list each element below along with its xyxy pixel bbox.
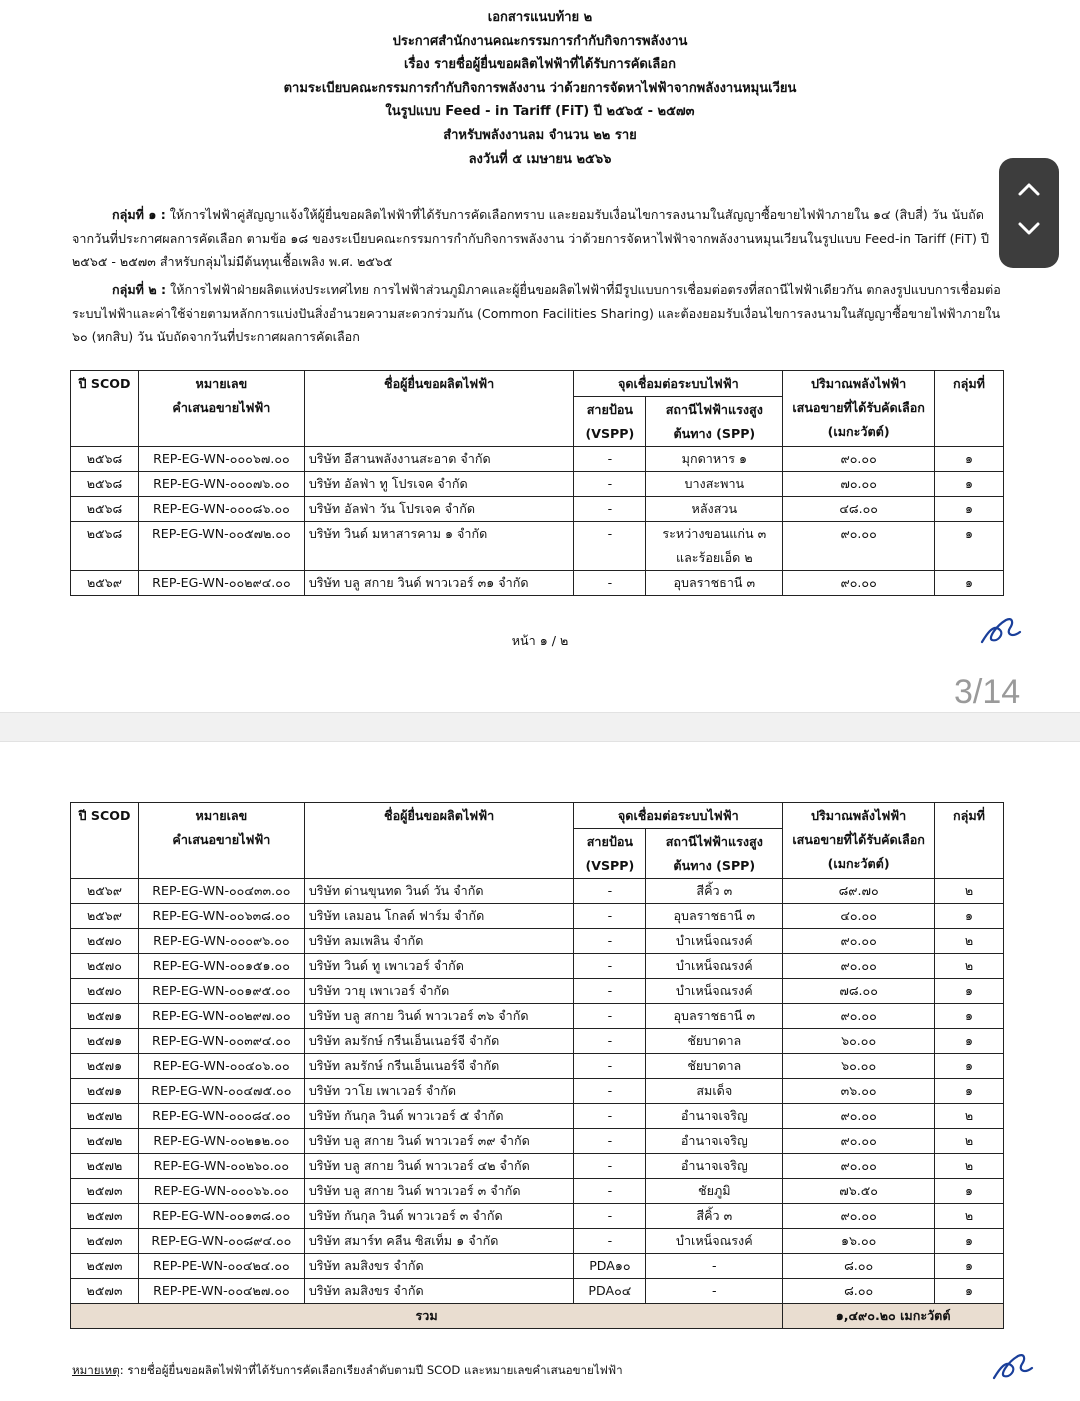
col-proposal: หมายเลข คำเสนอขายไฟฟ้า	[138, 371, 304, 447]
cell-group: ๒	[935, 929, 1004, 954]
cell-substation: ระหว่างขอนแก่น ๓ และร้อยเอ็ด ๒	[646, 522, 783, 571]
cell-feeder: -	[574, 1004, 646, 1029]
cell-capacity: ๗๐.๐๐	[783, 472, 935, 497]
cell-capacity: ๙๐.๐๐	[783, 1204, 935, 1229]
cell-feeder: -	[574, 1029, 646, 1054]
col-capacity: ปริมาณพลังไฟฟ้า เสนอขายที่ได้รับคัดเลือก (เมกะวัตต์)	[783, 803, 935, 879]
cell-group: ๑	[935, 497, 1004, 522]
cell-proposal-id: REP-EG-WN-๐๐๐๖๗.๐๐	[138, 447, 304, 472]
cell-capacity: ๙๐.๐๐	[783, 1129, 935, 1154]
cell-feeder: -	[574, 1179, 646, 1204]
table-row	[71, 571, 1004, 596]
cell-scod: ๒๕๗๑	[71, 1079, 139, 1104]
cell-feeder: PDA๑๐	[574, 1254, 646, 1279]
table-row	[71, 522, 1004, 571]
cell-proposal-id: REP-PE-WN-๐๐๔๒๔.๐๐	[138, 1254, 304, 1279]
cell-feeder: -	[574, 954, 646, 979]
cell-capacity: ๓๖.๐๐	[783, 1079, 935, 1104]
cell-proposal-id: REP-EG-WN-๐๐๐๘๖.๐๐	[138, 497, 304, 522]
col-connection: จุดเชื่อมต่อระบบไฟฟ้า	[574, 803, 783, 829]
cell-feeder: -	[574, 1154, 646, 1179]
cell-applicant: บริษัท วาโย เพาเวอร์ จำกัด	[304, 1079, 574, 1104]
col-scod: ปี SCOD	[71, 803, 139, 879]
cell-group: ๒	[935, 1204, 1004, 1229]
cell-substation: บางสะพาน	[646, 472, 783, 497]
cell-substation: อุบลราชธานี ๓	[646, 1004, 783, 1029]
col-group: กลุ่มที่	[935, 803, 1004, 879]
cell-capacity: ๘.๐๐	[783, 1279, 935, 1304]
cell-group: ๑	[935, 1254, 1004, 1279]
cell-scod: ๒๕๗๑	[71, 1004, 139, 1029]
cell-feeder: -	[574, 1054, 646, 1079]
cell-applicant: บริษัท บลู สกาย วินด์ พาวเวอร์ ๓ จำกัด	[304, 1179, 574, 1204]
cell-group: ๑	[935, 1029, 1004, 1054]
group-2-label: กลุ่มที่ ๒ :	[112, 282, 167, 297]
cell-proposal-id: REP-EG-WN-๐๐๑๕๑.๐๐	[138, 954, 304, 979]
cell-proposal-id: REP-EG-WN-๐๐๒๙๔.๐๐	[138, 571, 304, 596]
footnote-label: หมายเหตุ	[72, 1363, 120, 1377]
cell-group: ๑	[935, 571, 1004, 596]
cell-applicant: บริษัท อัลฟ่า ทู โปรเจค จำกัด	[304, 472, 574, 497]
cell-proposal-id: REP-EG-WN-๐๐๓๙๔.๐๐	[138, 1029, 304, 1054]
cell-scod: ๒๕๖๙	[71, 879, 139, 904]
table-row	[71, 954, 1004, 979]
cell-scod: ๒๕๗๒	[71, 1129, 139, 1154]
col-connection: จุดเชื่อมต่อระบบไฟฟ้า	[574, 371, 783, 397]
cell-group: ๑	[935, 1179, 1004, 1204]
table-2-body	[71, 879, 1004, 1304]
cell-feeder: -	[574, 447, 646, 472]
cell-applicant: บริษัท กันกุล วินด์ พาวเวอร์ ๕ จำกัด	[304, 1104, 574, 1129]
table-row	[71, 1054, 1004, 1079]
signature-mark	[976, 612, 1024, 648]
cell-group: ๒	[935, 1104, 1004, 1129]
signature-mark	[988, 1348, 1036, 1384]
cell-capacity: ๖๐.๐๐	[783, 1054, 935, 1079]
chevron-up-icon[interactable]	[1017, 180, 1041, 198]
header-line-2: ประกาศสำนักงานคณะกรรมการกำกับกิจการพลังงาน	[392, 33, 688, 49]
cell-applicant: บริษัท วินด์ ทู เพาเวอร์ จำกัด	[304, 954, 574, 979]
cell-group: ๒	[935, 1129, 1004, 1154]
cell-capacity: ๘.๐๐	[783, 1254, 935, 1279]
table-row	[71, 1204, 1004, 1229]
cell-substation: สีคิ้ว ๓	[646, 1204, 783, 1229]
cell-scod: ๒๕๗๓	[71, 1229, 139, 1254]
document-page-2	[0, 742, 1080, 1401]
cell-substation: สีคิ้ว ๓	[646, 879, 783, 904]
cell-feeder: -	[574, 1079, 646, 1104]
table-row	[71, 979, 1004, 1004]
cell-substation: อุบลราชธานี ๓	[646, 571, 783, 596]
group-2-paragraph	[72, 278, 1002, 349]
cell-substation: ชัยบาดาล	[646, 1029, 783, 1054]
cell-proposal-id: REP-EG-WN-๐๐๒๖๐.๐๐	[138, 1154, 304, 1179]
cell-group: ๑	[935, 1054, 1004, 1079]
col-proposal: หมายเลข คำเสนอขายไฟฟ้า	[138, 803, 304, 879]
cell-proposal-id: REP-EG-WN-๐๐๔๗๕.๐๐	[138, 1079, 304, 1104]
cell-capacity: ๔๘.๐๐	[783, 497, 935, 522]
cell-substation: อุบลราชธานี ๓	[646, 904, 783, 929]
table-row	[71, 1104, 1004, 1129]
page-number: หน้า ๑ / ๒	[511, 633, 569, 648]
cell-substation: อำนาจเจริญ	[646, 1129, 783, 1154]
col-applicant: ชื่อผู้ยื่นขอผลิตไฟฟ้า	[304, 803, 574, 879]
cell-proposal-id: REP-EG-WN-๐๐๒๙๗.๐๐	[138, 1004, 304, 1029]
pdf-page-counter: 3/14	[954, 673, 1021, 711]
selection-table-2	[70, 802, 1004, 1329]
col-applicant: ชื่อผู้ยื่นขอผลิตไฟฟ้า	[304, 371, 574, 447]
cell-group: ๑	[935, 1229, 1004, 1254]
cell-applicant: บริษัท ลมรักษ์ กรีนเอ็นเนอร์จี จำกัด	[304, 1029, 574, 1054]
cell-substation: อำนาจเจริญ	[646, 1154, 783, 1179]
cell-capacity: ๘๙.๗๐	[783, 879, 935, 904]
table-row	[71, 904, 1004, 929]
chevron-down-icon[interactable]	[1017, 220, 1041, 238]
cell-proposal-id: REP-EG-WN-๐๐๑๓๘.๐๐	[138, 1204, 304, 1229]
table-row	[71, 1004, 1004, 1029]
cell-substation: บำเหน็จณรงค์	[646, 979, 783, 1004]
cell-group: ๒	[935, 879, 1004, 904]
table-row	[71, 1154, 1004, 1179]
total-label: รวม	[71, 1304, 783, 1329]
cell-applicant: บริษัท กันกุล วินด์ พาวเวอร์ ๓ จำกัด	[304, 1204, 574, 1229]
cell-feeder: -	[574, 1204, 646, 1229]
col-substation: สถานีไฟฟ้าแรงสูง ต้นทาง (SPP)	[646, 397, 783, 447]
cell-scod: ๒๕๖๘	[71, 522, 139, 571]
cell-scod: ๒๕๗๓	[71, 1279, 139, 1304]
cell-group: ๑	[935, 1004, 1004, 1029]
group-2-text: ให้การไฟฟ้าฝ่ายผลิตแห่งประเทศไทย การไฟฟ้าส่วนภูมิภาคและผู้ยื่นขอผลิตไฟฟ้าที่มีรูปแบบการเชื่อมต่อตรงที่สถานีไฟฟ้าเดียวกัน ตกลงรูปแบบการเชื่อมต่อระบบไฟฟ้าและค่าใช้จ่ายตามหลักการแบ่งปันสิ่งอำนวยความสะดวกร่วมกัน (Common Facilities Sharing) และต้องยอมรับเงื่อนไขการลงนามในสัญญาซื้อขายไฟฟ้าภายใน ๖๐ (หกสิบ) วัน นับถัดจากวันที่ประกาศผลการคัดเลือก	[72, 282, 1001, 344]
cell-proposal-id: REP-EG-WN-๐๐๕๗๒.๐๐	[138, 522, 304, 571]
cell-proposal-id: REP-EG-WN-๐๐๐๖๖.๐๐	[138, 1179, 304, 1204]
cell-proposal-id: REP-PE-WN-๐๐๔๒๗.๐๐	[138, 1279, 304, 1304]
cell-scod: ๒๕๗๐	[71, 979, 139, 1004]
cell-applicant: บริษัท อัลฟ่า วัน โปรเจค จำกัด	[304, 497, 574, 522]
col-feeder: สายป้อน (VSPP)	[574, 829, 646, 879]
cell-feeder: -	[574, 1129, 646, 1154]
cell-applicant: บริษัท บลู สกาย วินด์ พาวเวอร์ ๓๑ จำกัด	[304, 571, 574, 596]
cell-substation: บำเหน็จณรงค์	[646, 1229, 783, 1254]
cell-scod: ๒๕๗๑	[71, 1054, 139, 1079]
document-header	[0, 6, 1080, 171]
col-scod: ปี SCOD	[71, 371, 139, 447]
cell-applicant: บริษัท วายุ เพาเวอร์ จำกัด	[304, 979, 574, 1004]
page-separator	[0, 712, 1080, 742]
cell-feeder: -	[574, 904, 646, 929]
cell-capacity: ๙๐.๐๐	[783, 929, 935, 954]
cell-proposal-id: REP-EG-WN-๐๐๔๐๖.๐๐	[138, 1054, 304, 1079]
cell-substation: ชัยภูมิ	[646, 1179, 783, 1204]
cell-feeder: -	[574, 879, 646, 904]
cell-proposal-id: REP-EG-WN-๐๐๐๙๖.๐๐	[138, 929, 304, 954]
page-scroller[interactable]	[999, 158, 1059, 268]
cell-applicant: บริษัท บลู สกาย วินด์ พาวเวอร์ ๔๒ จำกัด	[304, 1154, 574, 1179]
header-line-4: ตามระเบียบคณะกรรมการกำกับกิจการพลังงาน ว่าด้วยการจัดหาไฟฟ้าจากพลังงานหมุนเวียน	[283, 80, 797, 96]
cell-feeder: -	[574, 571, 646, 596]
table-row	[71, 1254, 1004, 1279]
cell-substation: -	[646, 1279, 783, 1304]
col-feeder: สายป้อน (VSPP)	[574, 397, 646, 447]
cell-applicant: บริษัท บลู สกาย วินด์ พาวเวอร์ ๓๖ จำกัด	[304, 1004, 574, 1029]
cell-applicant: บริษัท วินด์ มหาสารคาม ๑ จำกัด	[304, 522, 574, 571]
cell-capacity: ๙๐.๐๐	[783, 1154, 935, 1179]
cell-proposal-id: REP-EG-WN-๐๐๖๓๘.๐๐	[138, 904, 304, 929]
cell-capacity: ๑๖.๐๐	[783, 1229, 935, 1254]
table-row	[71, 929, 1004, 954]
cell-feeder: PDA๐๔	[574, 1279, 646, 1304]
cell-scod: ๒๕๗๐	[71, 954, 139, 979]
cell-applicant: บริษัท ลมรักษ์ กรีนเอ็นเนอร์จี จำกัด	[304, 1054, 574, 1079]
cell-substation: สมเด็จ	[646, 1079, 783, 1104]
cell-feeder: -	[574, 1229, 646, 1254]
cell-proposal-id: REP-EG-WN-๐๐๒๑๒.๐๐	[138, 1129, 304, 1154]
table-row	[71, 1229, 1004, 1254]
cell-scod: ๒๕๖๘	[71, 447, 139, 472]
cell-scod: ๒๕๗๐	[71, 929, 139, 954]
cell-applicant: บริษัท ลมเพลิน จำกัด	[304, 929, 574, 954]
cell-proposal-id: REP-EG-WN-๐๐๐๗๖.๐๐	[138, 472, 304, 497]
cell-applicant: บริษัท ลมสิงขร จำกัด	[304, 1279, 574, 1304]
col-group: กลุ่มที่	[935, 371, 1004, 447]
cell-proposal-id: REP-EG-WN-๐๐๘๙๔.๐๐	[138, 1229, 304, 1254]
cell-scod: ๒๕๗๑	[71, 1029, 139, 1054]
cell-feeder: -	[574, 1104, 646, 1129]
cell-applicant: บริษัท อีสานพลังงานสะอาด จำกัด	[304, 447, 574, 472]
cell-substation: มุกดาหาร ๑	[646, 447, 783, 472]
cell-scod: ๒๕๖๘	[71, 497, 139, 522]
cell-scod: ๒๕๗๓	[71, 1204, 139, 1229]
cell-group: ๑	[935, 1279, 1004, 1304]
cell-applicant: บริษัท ด่านขุนทด วินด์ วัน จำกัด	[304, 879, 574, 904]
cell-scod: ๒๕๖๘	[71, 472, 139, 497]
cell-capacity: ๔๐.๐๐	[783, 904, 935, 929]
cell-substation: บำเหน็จณรงค์	[646, 954, 783, 979]
cell-scod: ๒๕๗๒	[71, 1104, 139, 1129]
cell-substation: -	[646, 1254, 783, 1279]
cell-group: ๒	[935, 954, 1004, 979]
footnote-text: : รายชื่อผู้ยื่นขอผลิตไฟฟ้าที่ได้รับการคัดเลือกเรียงลำดับตามปี SCOD และหมายเลขคำเสนอขายไฟฟ้า	[119, 1363, 623, 1377]
cell-substation: ชัยบาดาล	[646, 1054, 783, 1079]
group-1-text: ให้การไฟฟ้าคู่สัญญาแจ้งให้ผู้ยื่นขอผลิตไฟฟ้าที่ได้รับการคัดเลือกทราบ และยอมรับเงื่อนไขการลงนามในสัญญาซื้อขายไฟฟ้าภายใน ๑๔ (สิบสี่) วัน นับถัดจากวันที่ประกาศผลการคัดเลือก ตามข้อ ๑๘ ของระเบียบคณะกรรมการกำกับกิจการพลังงาน ว่าด้วยการจัดหาไฟฟ้าจากพลังงานหมุนเวียนในรูปแบบ Feed-in Tariff (FiT) ปี ๒๕๖๕ - ๒๕๗๓ สำหรับกลุ่มไม่มีต้นทุนเชื้อเพลิง พ.ศ. ๒๕๖๕	[72, 207, 989, 269]
cell-applicant: บริษัท ลมสิงขร จำกัด	[304, 1254, 574, 1279]
cell-capacity: ๗๖.๕๐	[783, 1179, 935, 1204]
group-1-label: กลุ่มที่ ๑ :	[112, 207, 166, 222]
cell-capacity: ๙๐.๐๐	[783, 1004, 935, 1029]
col-substation: สถานีไฟฟ้าแรงสูง ต้นทาง (SPP)	[646, 829, 783, 879]
table-row	[71, 1129, 1004, 1154]
header-line-1: เอกสารแนบท้าย ๒	[487, 10, 593, 25]
table-row	[71, 1279, 1004, 1304]
col-capacity: ปริมาณพลังไฟฟ้า เสนอขายที่ได้รับคัดเลือก (เมกะวัตต์)	[783, 371, 935, 447]
cell-capacity: ๙๐.๐๐	[783, 1104, 935, 1129]
group-1-paragraph	[72, 203, 1002, 274]
table-row	[71, 472, 1004, 497]
cell-substation: บำเหน็จณรงค์	[646, 929, 783, 954]
cell-scod: ๒๕๖๙	[71, 571, 139, 596]
cell-group: ๑	[935, 472, 1004, 497]
table-row	[71, 1079, 1004, 1104]
cell-applicant: บริษัท สมาร์ท คลีน ซิสเท็ม ๑ จำกัด	[304, 1229, 574, 1254]
cell-proposal-id: REP-EG-WN-๐๐๐๘๔.๐๐	[138, 1104, 304, 1129]
header-line-3: เรื่อง รายชื่อผู้ยื่นขอผลิตไฟฟ้าที่ได้รับการคัดเลือก	[404, 57, 676, 73]
cell-capacity: ๗๘.๐๐	[783, 979, 935, 1004]
cell-scod: ๒๕๖๙	[71, 904, 139, 929]
cell-feeder: -	[574, 979, 646, 1004]
cell-feeder: -	[574, 522, 646, 571]
cell-applicant: บริษัท เลมอน โกลด์ ฟาร์ม จำกัด	[304, 904, 574, 929]
cell-capacity: ๙๐.๐๐	[783, 954, 935, 979]
cell-substation: อำนาจเจริญ	[646, 1104, 783, 1129]
table-1-body	[71, 447, 1004, 596]
cell-group: ๑	[935, 1079, 1004, 1104]
selection-table-1	[70, 370, 1004, 596]
cell-group: ๑	[935, 522, 1004, 571]
total-value: ๑,๔๙๐.๒๐ เมกะวัตต์	[783, 1304, 1004, 1329]
cell-capacity: ๙๐.๐๐	[783, 447, 935, 472]
table-row	[71, 497, 1004, 522]
table-row	[71, 879, 1004, 904]
cell-scod: ๒๕๗๒	[71, 1154, 139, 1179]
cell-proposal-id: REP-EG-WN-๐๐๑๙๕.๐๐	[138, 979, 304, 1004]
footnote	[72, 1362, 623, 1380]
cell-applicant: บริษัท บลู สกาย วินด์ พาวเวอร์ ๓๙ จำกัด	[304, 1129, 574, 1154]
table-row	[71, 1029, 1004, 1054]
cell-group: ๑	[935, 979, 1004, 1004]
cell-capacity: ๙๐.๐๐	[783, 571, 935, 596]
cell-substation: หลังสวน	[646, 497, 783, 522]
total-row	[71, 1304, 1004, 1329]
table-row	[71, 447, 1004, 472]
header-line-5: ในรูปแบบ Feed - in Tariff (FiT) ปี ๒๕๖๕ - ๒๕๗๓	[385, 104, 695, 120]
cell-scod: ๒๕๗๓	[71, 1254, 139, 1279]
header-line-6: สำหรับพลังงานลม จำนวน ๒๒ ราย	[443, 127, 637, 143]
cell-feeder: -	[574, 929, 646, 954]
cell-capacity: ๙๐.๐๐	[783, 522, 935, 571]
cell-proposal-id: REP-EG-WN-๐๐๔๓๓.๐๐	[138, 879, 304, 904]
cell-capacity: ๖๐.๐๐	[783, 1029, 935, 1054]
cell-feeder: -	[574, 472, 646, 497]
cell-group: ๑	[935, 447, 1004, 472]
cell-group: ๑	[935, 904, 1004, 929]
cell-scod: ๒๕๗๓	[71, 1179, 139, 1204]
table-row	[71, 1179, 1004, 1204]
cell-group: ๒	[935, 1154, 1004, 1179]
header-line-7: ลงวันที่ ๕ เมษายน ๒๕๖๖	[468, 151, 612, 167]
cell-feeder: -	[574, 497, 646, 522]
